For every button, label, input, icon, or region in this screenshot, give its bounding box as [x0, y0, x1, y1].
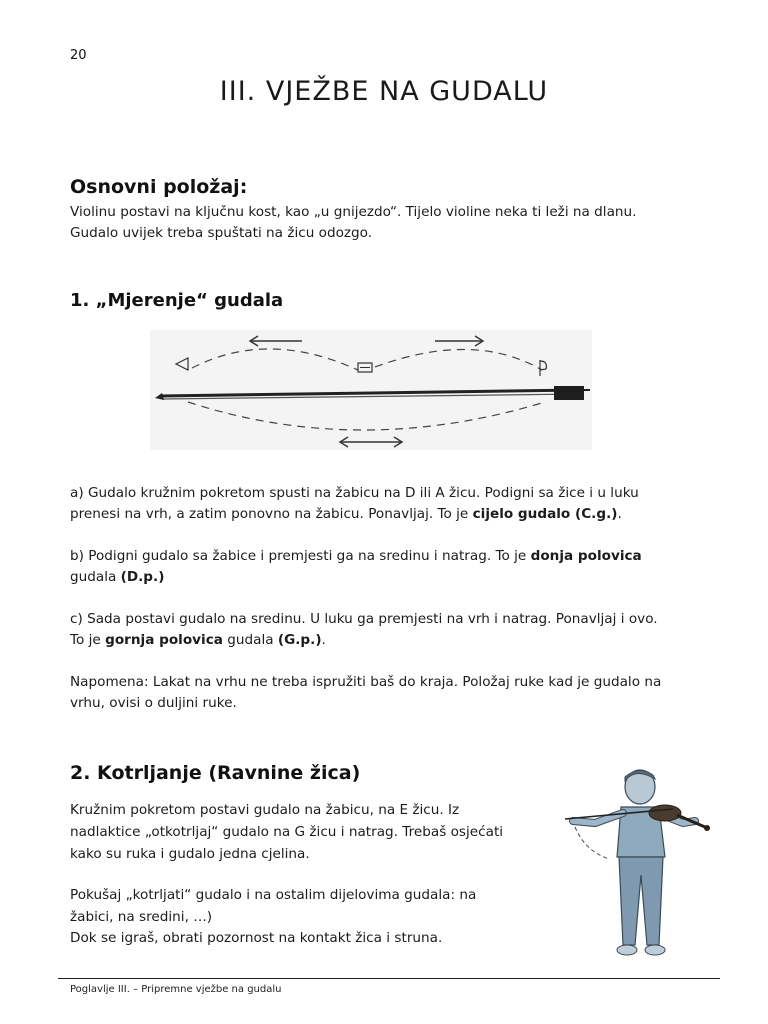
section-2-heading: 2. Kotrljanje (Ravnine žica): [70, 762, 361, 784]
section-basic-heading: Osnovni položaj:: [70, 176, 248, 198]
section-1-heading: 1. „Mjerenje“ gudala: [70, 290, 284, 311]
section-2-para-1-line-2: nadlaktice „otkotrljaj“ gudalo na G žicu i natrag. Trebaš osjećati: [70, 824, 504, 840]
note-line-2: vrhu, ovisi o duljini ruke.: [70, 695, 237, 711]
para-a-line-1: a) Gudalo kružnim pokretom spusti na žabicu na D ili A žicu. Podigni sa žice i u luku: [70, 485, 639, 501]
note-line-1: Napomena: Lakat na vrhu ne treba ispružiti baš do kraja. Položaj ruke kad je gudalo na: [70, 674, 662, 690]
footer-divider: [58, 978, 720, 979]
section-2-para-1-line-3: kako su ruka i gudalo jedna cjelina.: [70, 846, 310, 862]
section-2-para-1-line-1: Kružnim pokretom postavi gudalo na žabicu, na E žicu. Iz: [70, 802, 460, 818]
para-c-line-1: c) Sada postavi gudalo na sredinu. U luku ga premjesti na vrh i natrag. Ponavljaj i ovo.: [70, 611, 658, 627]
section-2-para-2-line-2: žabici, na sredini, …): [70, 909, 213, 925]
chapter-title: III. VJEŽBE NA GUDALU: [219, 76, 549, 107]
section-basic-line-1: Violinu postavi na ključnu kost, kao „u gnijezdo“. Tijelo violine neka ti leži na dlanu.: [70, 204, 637, 220]
para-b-line-2: gudala (D.p.): [70, 569, 165, 585]
bow-diagram-icon: [150, 330, 592, 450]
para-c-line-2: To je gornja polovica gudala (G.p.).: [70, 632, 326, 648]
para-b-line-1: b) Podigni gudalo sa žabice i premjesti ga na sredinu i natrag. To je donja polovica: [70, 548, 642, 564]
para-a-line-2: prenesi na vrh, a zatim ponovno na žabicu. Ponavljaj. To je cijelo gudalo (C.g.).: [70, 506, 622, 522]
page-footer: Poglavlje III. – Pripremne vježbe na gudalu: [70, 984, 282, 995]
section-basic-line-2: Gudalo uvijek treba spuštati na žicu odozgo.: [70, 225, 373, 241]
section-2-para-2-line-3: Dok se igraš, obrati pozornost na kontakt žica i struna.: [70, 930, 443, 946]
section-2-para-2-line-1: Pokušaj „kotrljati“ gudalo i na ostalim dijelovima gudala: na: [70, 887, 477, 903]
page-number: 20: [70, 48, 87, 63]
violinist-figure-icon: [555, 765, 720, 965]
